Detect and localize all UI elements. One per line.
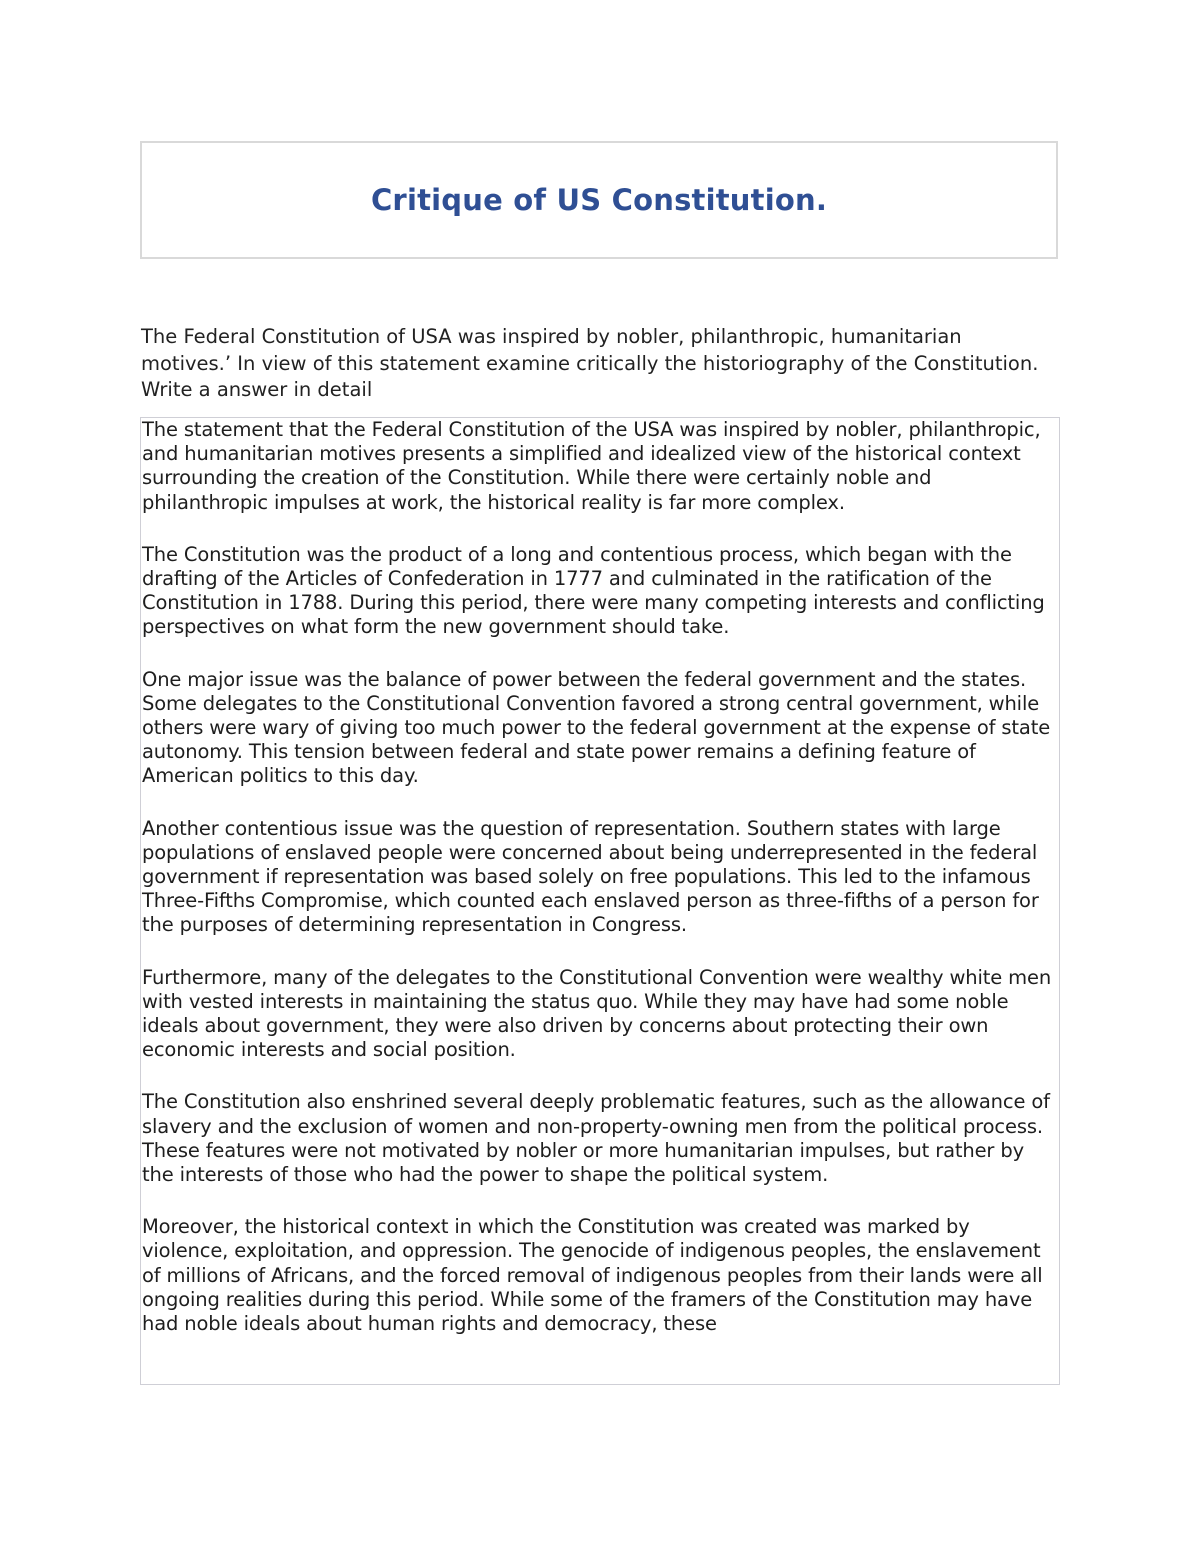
- question-text: The Federal Constitution of USA was inspired by nobler, philanthropic, humanitarian motives.’ In view of this statement examine critically the historiography of the Constitution. Write a answer in detail: [141, 325, 1039, 401]
- answer-paragraph: The Constitution was the product of a long and contentious process, which began with the drafting of the Articles of Confederation in 1777 and culminated in the ratification of the Constitution in 1788. During this period, there were many competing interests and conflicting perspectives on what form the new government should take.: [142, 542, 1045, 639]
- answer-paragraph: Moreover, the historical context in which the Constitution was created was marked by violence, exploitation, and oppression. The genocide of indigenous peoples, the enslavement of millions of Africans, and the forced removal of indigenous peoples from their lands were all ongoing realities during this period. While some of the framers of the Constitution may have had noble ideals about human rights and democracy, these: [142, 1215, 1043, 1336]
- answer-box: [140, 417, 1060, 1385]
- answer-paragraph: Another contentious issue was the question of representation. Southern states with large populations of enslaved people were concerned about being underrepresented in the federal government if representation was based solely on free populations. This led to the infamous Three-Fifths Compromise, which counted each enslaved person as three-fifths of a person for the purposes of determining representation in Congress.: [142, 816, 1039, 937]
- answer-paragraph: The statement that the Federal Constitution of the USA was inspired by nobler, philanthropic, and humanitarian motives presents a simplified and idealized view of the historical context surrounding the creation of the Constitution. While there were certainly noble and philanthropic impulses at work, the historical reality is far more complex.: [142, 418, 1041, 514]
- answer-paragraph: The Constitution also enshrined several deeply problematic features, such as the allowance of slavery and the exclusion of women and non-property-owning men from the political process. These features were not motivated by nobler or more humanitarian impulses, but rather by the interests of those who had the power to shape the political system.: [142, 1090, 1050, 1187]
- answer-paragraph: Furthermore, many of the delegates to the Constitutional Convention were wealthy white men with vested interests in maintaining the status quo. While they may have had some noble ideals about government, they were also driven by concerns about protecting their own economic interests and social position.: [142, 965, 1052, 1062]
- document-title: Critique of US Constitution.: [370, 183, 828, 217]
- answer-paragraph: One major issue was the balance of power between the federal government and the states. Some delegates to the Constitutional Convention favored a strong central government, while others were wary of giving too much power to the federal government at the expense of state autonomy. This tension between federal and state power remains a defining feature of American politics to this day.: [142, 667, 1051, 788]
- title-box: [140, 141, 1058, 259]
